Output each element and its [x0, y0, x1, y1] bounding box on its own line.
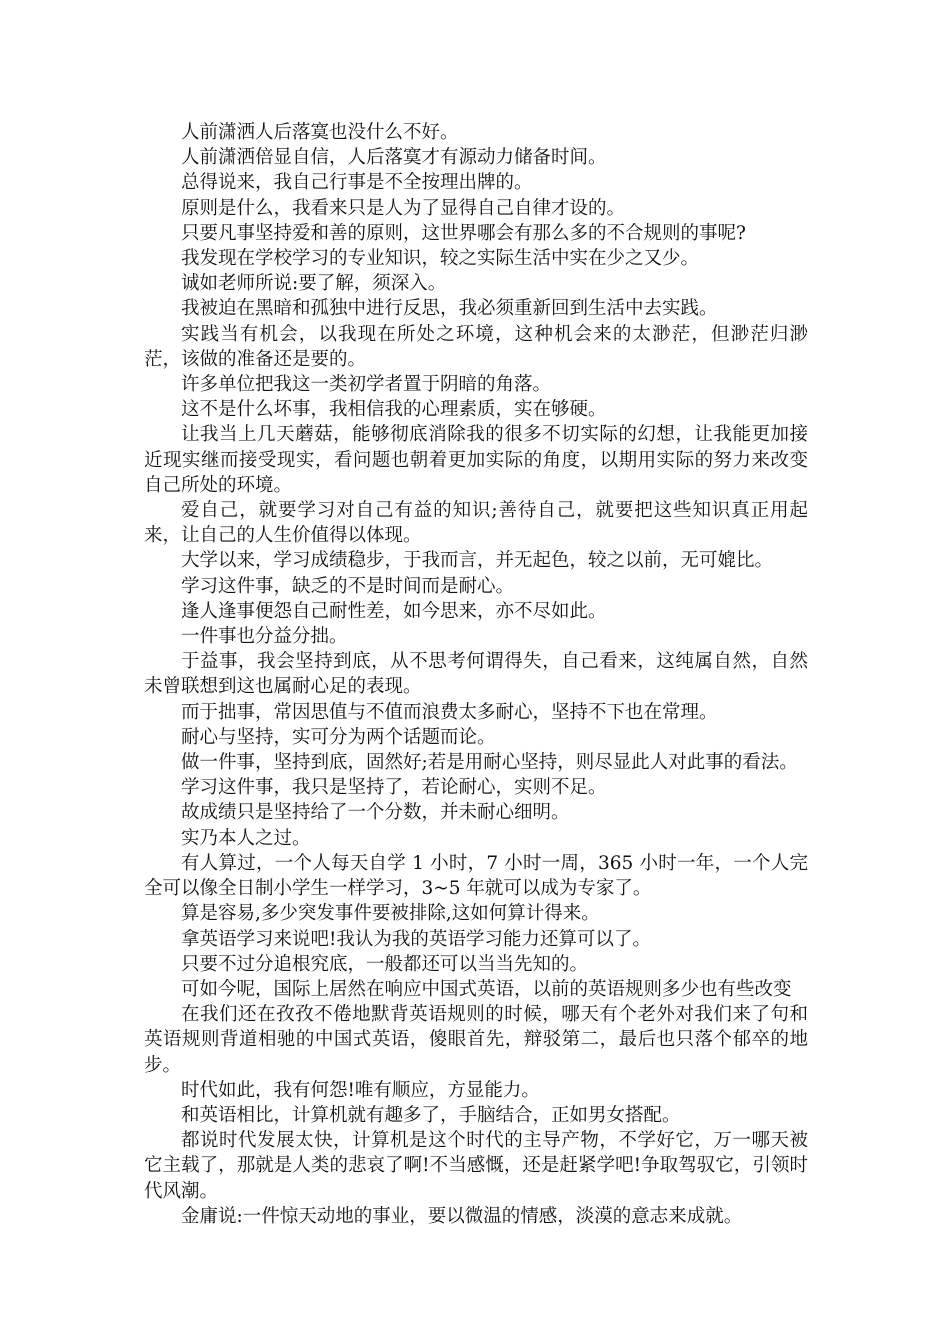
paragraph: 实践当有机会，以我现在所处之环境，这种机会来的太渺茫，但渺茫归渺茫，该做的准备还是要的。 — [144, 323, 808, 370]
paragraph: 总得说来，我自己行事是不全按理出牌的。 — [181, 172, 533, 194]
paragraph: 金庸说:一件惊天动地的事业，要以微温的情感，淡漠的意志来成就。 — [181, 1205, 743, 1227]
paragraph: 在我们还在孜孜不倦地默背英语规则的时候，哪天有个老外对我们来了句和英语规则背道相驰的中国式英语，傻眼首先，辩驳第二，最后也只落个郁卒的地步。 — [144, 1004, 808, 1076]
paragraph: 只要不过分追根究底，一般都还可以当当先知的。 — [181, 953, 589, 975]
paragraph: 耐心与坚持，实可分为两个话题而论。 — [181, 726, 496, 748]
paragraph: 大学以来，学习成绩稳步，于我而言，并无起色，较之以前，无可媲比。 — [181, 550, 774, 572]
paragraph: 人前潇洒倍显自信，人后落寞才有源动力储备时间。 — [181, 147, 607, 169]
paragraph: 可如今呢，国际上居然在响应中国式英语，以前的英语规则多少也有些改变 — [181, 978, 792, 1000]
paragraph: 让我当上几天蘑菇，能够彻底消除我的很多不切实际的幻想，让我能更加接近现实继而接受现实，看问题也朝着更加实际的角度，以期用实际的努力来改变自己所处的环境。 — [144, 424, 808, 496]
paragraph: 人前潇洒人后落寞也没什么不好。 — [181, 122, 459, 143]
paragraph: 学习这件事，我只是坚持了，若论耐心，实则不足。 — [181, 777, 607, 799]
paragraph: 我被迫在黑暗和孤独中进行反思，我必须重新回到生活中去实践。 — [181, 298, 718, 320]
paragraph: 只要凡事坚持爱和善的原则，这世界哪会有那么多的不合规则的事呢? — [181, 222, 746, 244]
paragraph: 拿英语学习来说吧!我认为我的英语学习能力还算可以了。 — [181, 928, 651, 950]
paragraph: 和英语相比，计算机就有趣多了，手脑结合，正如男女搭配。 — [181, 1104, 681, 1126]
document-body — [144, 120, 808, 1229]
paragraph: 逢人逢事便怨自己耐性差，如今思来，亦不尽如此。 — [181, 600, 607, 622]
paragraph: 诚如老师所说:要了解，须深入。 — [181, 273, 447, 295]
paragraph: 算是容易,多少突发事件要被排除,这如何算计得来。 — [181, 903, 600, 925]
paragraph: 原则是什么，我看来只是人为了显得自己自律才设的。 — [181, 197, 626, 219]
paragraph: 都说时代发展太快，计算机是这个时代的主导产物，不学好它，万一哪天被它主载了，那就是人类的悲哀了啊!不当感慨，还是赶紧学吧!争取驾驭它，引领时代风潮。 — [144, 1130, 808, 1202]
paragraph: 这不是什么坏事，我相信我的心理素质，实在够硬。 — [181, 399, 607, 421]
paragraph: 我发现在学校学习的专业知识，较之实际生活中实在少之又少。 — [181, 248, 700, 270]
paragraph: 故成绩只是坚持给了一个分数，并未耐心细明。 — [181, 802, 570, 824]
paragraph: 实乃本人之过。 — [181, 827, 311, 849]
paragraph: 做一件事，坚持到底，固然好;若是用耐心坚持，则尽显此人对此事的看法。 — [181, 752, 798, 774]
paragraph: 而于拙事，常因思值与不值而浪费太多耐心，坚持不下也在常理。 — [181, 701, 718, 723]
paragraph: 有人算过，一个人每天自学 1 小时，7 小时一周，365 小时一年，一个人完全可以像全日制小学生一样学习，3~5 年就可以成为专家了。 — [144, 852, 808, 900]
paragraph: 爱自己，就要学习对自己有益的知识;善待自己，就要把这些知识真正用起来，让自己的人生价值得以体现。 — [144, 500, 808, 547]
paragraph: 于益事，我会坚持到底，从不思考何谓得失，自己看来，这纯属自然，自然未曾联想到这也属耐心足的表现。 — [144, 651, 808, 698]
paragraph: 许多单位把我这一类初学者置于阴暗的角落。 — [181, 374, 552, 396]
paragraph: 一件事也分益分拙。 — [181, 626, 348, 648]
paragraph: 学习这件事，缺乏的不是时间而是耐心。 — [181, 575, 515, 597]
paragraph: 时代如此，我有何怨!唯有顺应，方显能力。 — [181, 1079, 540, 1101]
